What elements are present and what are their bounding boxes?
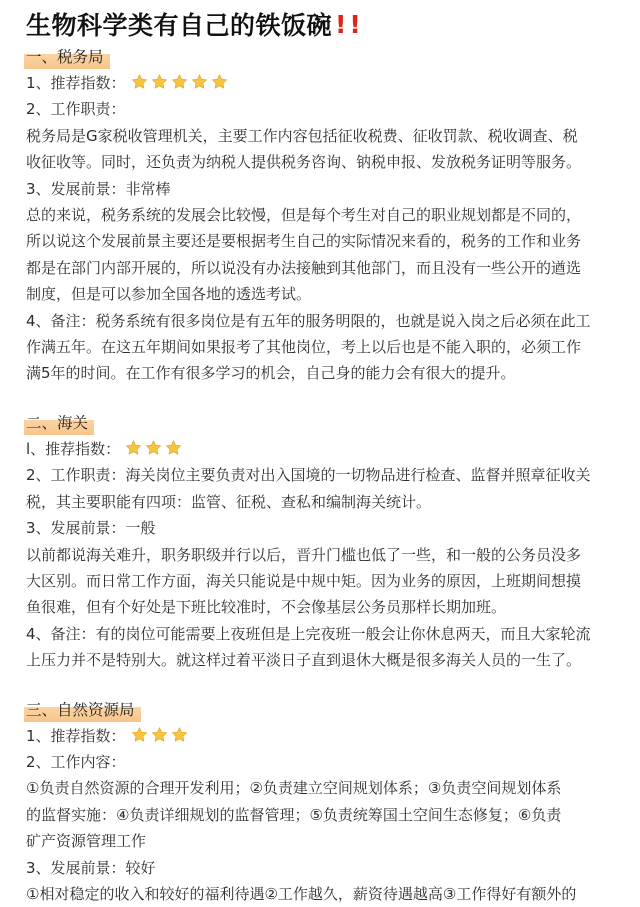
paragraph-line: ①相对稳定的收入和较好的福利待遇②工作越久，薪资待遇越高③工作得好有额外的 [26, 884, 577, 903]
section-heading: 三、自然资源局 [24, 699, 141, 722]
rating-line [26, 723, 626, 749]
star-icon [150, 73, 169, 91]
rating-line [26, 70, 626, 96]
paragraph-line: 2、工作职责：海关岗位主要负责对出入国境的一切物品进行检查、监督并照章征收关 [26, 466, 591, 485]
prospect-label: 3、发展前景：一般 [26, 519, 156, 538]
paragraph-line: 的监督实施：④负责详细规划的监督管理；⑤负责统筹国土空间生态修复；⑥负责 [26, 805, 562, 824]
content-paragraph [26, 775, 626, 854]
prospect-paragraph [26, 542, 626, 621]
star-icon [164, 439, 183, 457]
paragraph-line: 制度，但是可以参加全国各地的透选考试。 [26, 285, 312, 304]
rating-label: 1、推荐指数： [26, 74, 126, 92]
star-icon [210, 73, 229, 91]
exclamation-icon: ! [349, 9, 361, 39]
prospect-label: 3、发展前景：非常棒 [26, 179, 171, 198]
paragraph-line: 都是在部门内部开展的，所以说没有办法接触到其他部门，而且没有一些公开的遒选 [26, 258, 582, 277]
paragraph-line: 鱼很难，但有个好处是下班比较准时，不会像基层公务员那样长期加班。 [26, 598, 507, 617]
paragraph-line: 作满五年。在这五年期间如果报考了其他岗位，考上以后也是不能入职的，必须工作 [26, 338, 582, 357]
page-title: 生物科学类有自己的铁饭碗 [26, 11, 333, 40]
section-heading: 一、税务局 [24, 46, 110, 69]
star-icon [130, 73, 149, 91]
star-rating [124, 439, 184, 457]
prospect-paragraph [26, 881, 626, 907]
star-icon [130, 726, 149, 744]
note-paragraph [26, 308, 626, 387]
paragraph-line: 税务局是G家税收管理机关，主要工作内容包括征收税费、征收罚款、税收调查、税 [26, 126, 578, 145]
paragraph-line: 矿产资源管理工作 [26, 832, 147, 851]
exclamation-icon: ! [335, 9, 347, 39]
content-label: 2、工作内容： [26, 752, 126, 771]
paragraph-line: 以前都说海关难升，职务职级并行以后，晋升门槛也低了一些，和一般的公务员没多 [26, 545, 582, 564]
prospect-paragraph [26, 202, 626, 308]
prospect-label: 3、发展前景：较好 [26, 858, 156, 877]
star-rating [130, 73, 230, 91]
paragraph-line: ①负责自然资源的合理开发利用；②负责建立空间规划体系；③负责空间规划体系 [26, 779, 562, 798]
star-rating [130, 726, 190, 744]
section-tax-bureau [26, 46, 626, 387]
rating-label: 1、推荐指数： [26, 726, 126, 745]
star-icon [170, 73, 189, 91]
rating-line [26, 436, 626, 462]
paragraph-line: 收征收等。同时，还负责为纳税人提供税务咨询、钠税申报、发放税务证明等服务。 [26, 153, 582, 172]
star-icon [170, 726, 189, 744]
star-icon [150, 726, 169, 744]
duty-paragraph [26, 123, 626, 176]
paragraph-line: 4、备注：税务系统有很多岗位是有五年的服务明限的，也就是说入岗之后必须在此工 [26, 311, 591, 330]
paragraph-line: 4、备注：有的岗位可能需要上夜班但是上完夜班一般会让你休息两天，而且大家轮流 [26, 624, 591, 643]
paragraph-line: 上压力并不是特别大。就这样过着平淡日子直到退休大概是很多海关人员的一生了。 [26, 651, 582, 670]
star-icon [144, 439, 163, 457]
paragraph-line: 大区别。而日常工作方面，海关只能说是中规中矩。因为业务的原因，上班期间想摸 [26, 571, 582, 590]
paragraph-line: 税，其主要职能有四项：监管、征税、查私和编制海关统计。 [26, 492, 432, 511]
star-icon [190, 73, 209, 91]
paragraph-line: 满5年的时间。在工作有很多学习的机会，自己身的能力会有很大的提升。 [26, 364, 516, 383]
section-spacer [26, 387, 626, 412]
duty-label: 2、工作职责： [26, 100, 126, 119]
section-heading: 二、海关 [24, 412, 94, 435]
section-customs [26, 412, 626, 674]
section-spacer [26, 674, 626, 699]
note-paragraph [26, 621, 626, 674]
paragraph-line: 所以说这个发展前景主要还是要根据考生自己的实际情况来看的，税务的工作和业务 [26, 232, 582, 251]
star-icon [124, 439, 143, 457]
title-row [26, 4, 626, 44]
section-natural-resources [26, 699, 626, 907]
paragraph-line: 总的来说，税务系统的发展会比较慢，但是每个考生对自己的职业规划都是不同的， [26, 206, 582, 225]
duty-paragraph [26, 462, 626, 515]
rating-label: l、推荐指数： [26, 439, 121, 458]
